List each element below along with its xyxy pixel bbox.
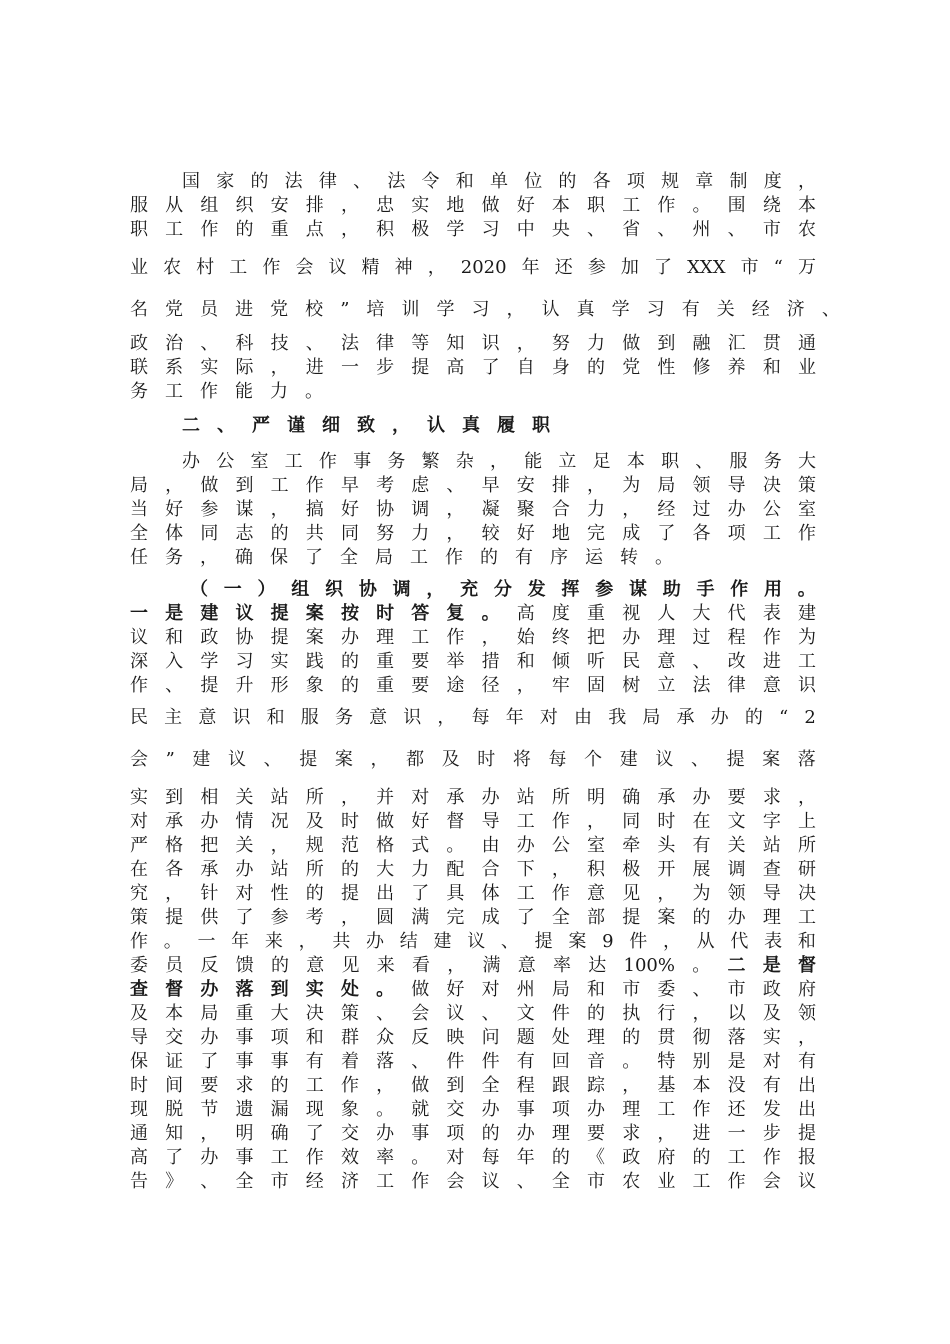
text-line: 全 体 同 志 的 共 同 努 力 ， 较 好 地 完 成 了 各 项 工 作 xyxy=(130,523,816,544)
text-line: 委 员 反 馈 的 意 见 来 看 ， 满 意 率 达 100% 。 二 是 督 xyxy=(130,955,816,976)
text-line: 策 提 供 了 参 考 ， 圆 满 完 成 了 全 部 提 案 的 办 理 工 xyxy=(130,907,816,928)
text-line: 严 格 把 关 ， 规 范 格 式 。 由 办 公 室 牵 头 有 关 站 所 xyxy=(130,835,816,856)
text-line: 一 是 建 议 提 案 按 时 答 复 。 高 度 重 视 人 大 代 表 建 xyxy=(130,603,816,624)
text-line: 作 。 一 年 来 ， 共 办 结 建 议 、 提 案 9 件 ， 从 代 表 和 xyxy=(130,931,816,952)
text-line: 局 ， 做 到 工 作 早 考 虑 、 早 安 排 ， 为 局 领 导 决 策 xyxy=(130,475,816,496)
text-line: 当 好 参 谋 ， 搞 好 协 调 ， 凝 聚 合 力 ， 经 过 办 公 室 xyxy=(130,499,816,520)
section-heading: 二 、 严 谨 细 致 ， 认 真 履 职 xyxy=(182,415,550,436)
text-line: 名 党 员 进 党 校 ” 培 训 学 习 ， 认 真 学 习 有 关 经 济 、 xyxy=(130,299,840,320)
text-line: 及 本 局 重 大 决 策 、 会 议 、 文 件 的 执 行 ， 以 及 领 xyxy=(130,1003,816,1024)
text-line: 时 间 要 求 的 工 作 ， 做 到 全 程 跟 踪 ， 基 本 没 有 出 xyxy=(130,1075,816,1096)
text-line: 任 务 ， 确 保 了 全 局 工 作 的 有 序 运 转 。 xyxy=(130,547,673,568)
text-line: 议 和 政 协 提 案 办 理 工 作 ， 始 终 把 办 理 过 程 作 为 xyxy=(130,627,816,648)
text-line: 务 工 作 能 力 。 xyxy=(130,381,323,402)
text-line: 深 入 学 习 实 践 的 重 要 举 措 和 倾 听 民 意 、 改 进 工 xyxy=(130,651,816,672)
text-line: 职 工 作 的 重 点 ， 积 极 学 习 中 央 、 省 、 州 、 市 农 xyxy=(130,219,816,240)
text-line: 业 农 村 工 作 会 议 精 神 ， 2020 年 还 参 加 了 XXX 市 “ 万 xyxy=(130,257,816,278)
text-line: 联 系 实 际 ， 进 一 步 提 高 了 自 身 的 党 性 修 养 和 业 xyxy=(130,357,816,378)
text-line: 究 ， 针 对 性 的 提 出 了 具 体 工 作 意 见 ， 为 领 导 决 xyxy=(130,883,816,904)
text-line: 导 交 办 事 项 和 群 众 反 映 问 题 处 理 的 贯 彻 落 实 ， xyxy=(130,1027,816,1048)
text-line: 会 ” 建 议 、 提 案 ， 都 及 时 将 每 个 建 议 、 提 案 落 xyxy=(130,749,816,770)
text-line: 民 主 意 识 和 服 务 意 识 ， 每 年 对 由 我 局 承 办 的 “ 2 xyxy=(130,707,816,728)
text-line: 作 、 提 升 形 象 的 重 要 途 径 ， 牢 固 树 立 法 律 意 识 xyxy=(130,675,816,696)
text-line: 通 知 ， 明 确 了 交 办 事 项 的 办 理 要 求 ， 进 一 步 提 xyxy=(130,1123,816,1144)
text-line: 政 治 、 科 技 、 法 律 等 知 识 ， 努 力 做 到 融 汇 贯 通 xyxy=(130,333,816,354)
text-line: 保 证 了 事 事 有 着 落 、 件 件 有 回 音 。 特 别 是 对 有 xyxy=(130,1051,816,1072)
text-line: 服 从 组 织 安 排 ， 忠 实 地 做 好 本 职 工 作 。 围 绕 本 xyxy=(130,195,816,216)
text-line: 对 承 办 情 况 及 时 做 好 督 导 工 作 ， 同 时 在 文 字 上 xyxy=(130,811,816,832)
text-line: 查 督 办 落 到 实 处 。 做 好 对 州 局 和 市 委 、 市 政 府 xyxy=(130,979,816,1000)
text-line: 高 了 办 事 工 作 效 率 。 对 每 年 的 《 政 府 的 工 作 报 xyxy=(130,1147,816,1168)
text-line: 实 到 相 关 站 所 ， 并 对 承 办 站 所 明 确 承 办 要 求 ， xyxy=(130,787,816,808)
subsection-heading: （ 一 ） 组 织 协 调 ， 充 分 发 挥 参 谋 助 手 作 用 。 xyxy=(190,579,816,600)
text-line: 现 脱 节 遗 漏 现 象 。 就 交 办 事 项 办 理 工 作 还 发 出 xyxy=(130,1099,816,1120)
text-line: 办 公 室 工 作 事 务 繁 杂 ， 能 立 足 本 职 、 服 务 大 xyxy=(182,451,816,472)
text-line: 国 家 的 法 律 、 法 令 和 单 位 的 各 项 规 章 制 度 ， xyxy=(182,171,816,192)
text-line: 告 》 、 全 市 经 济 工 作 会 议 、 全 市 农 业 工 作 会 议 xyxy=(130,1171,816,1192)
text-line: 在 各 承 办 站 所 的 大 力 配 合 下 ， 积 极 开 展 调 查 研 xyxy=(130,859,816,880)
